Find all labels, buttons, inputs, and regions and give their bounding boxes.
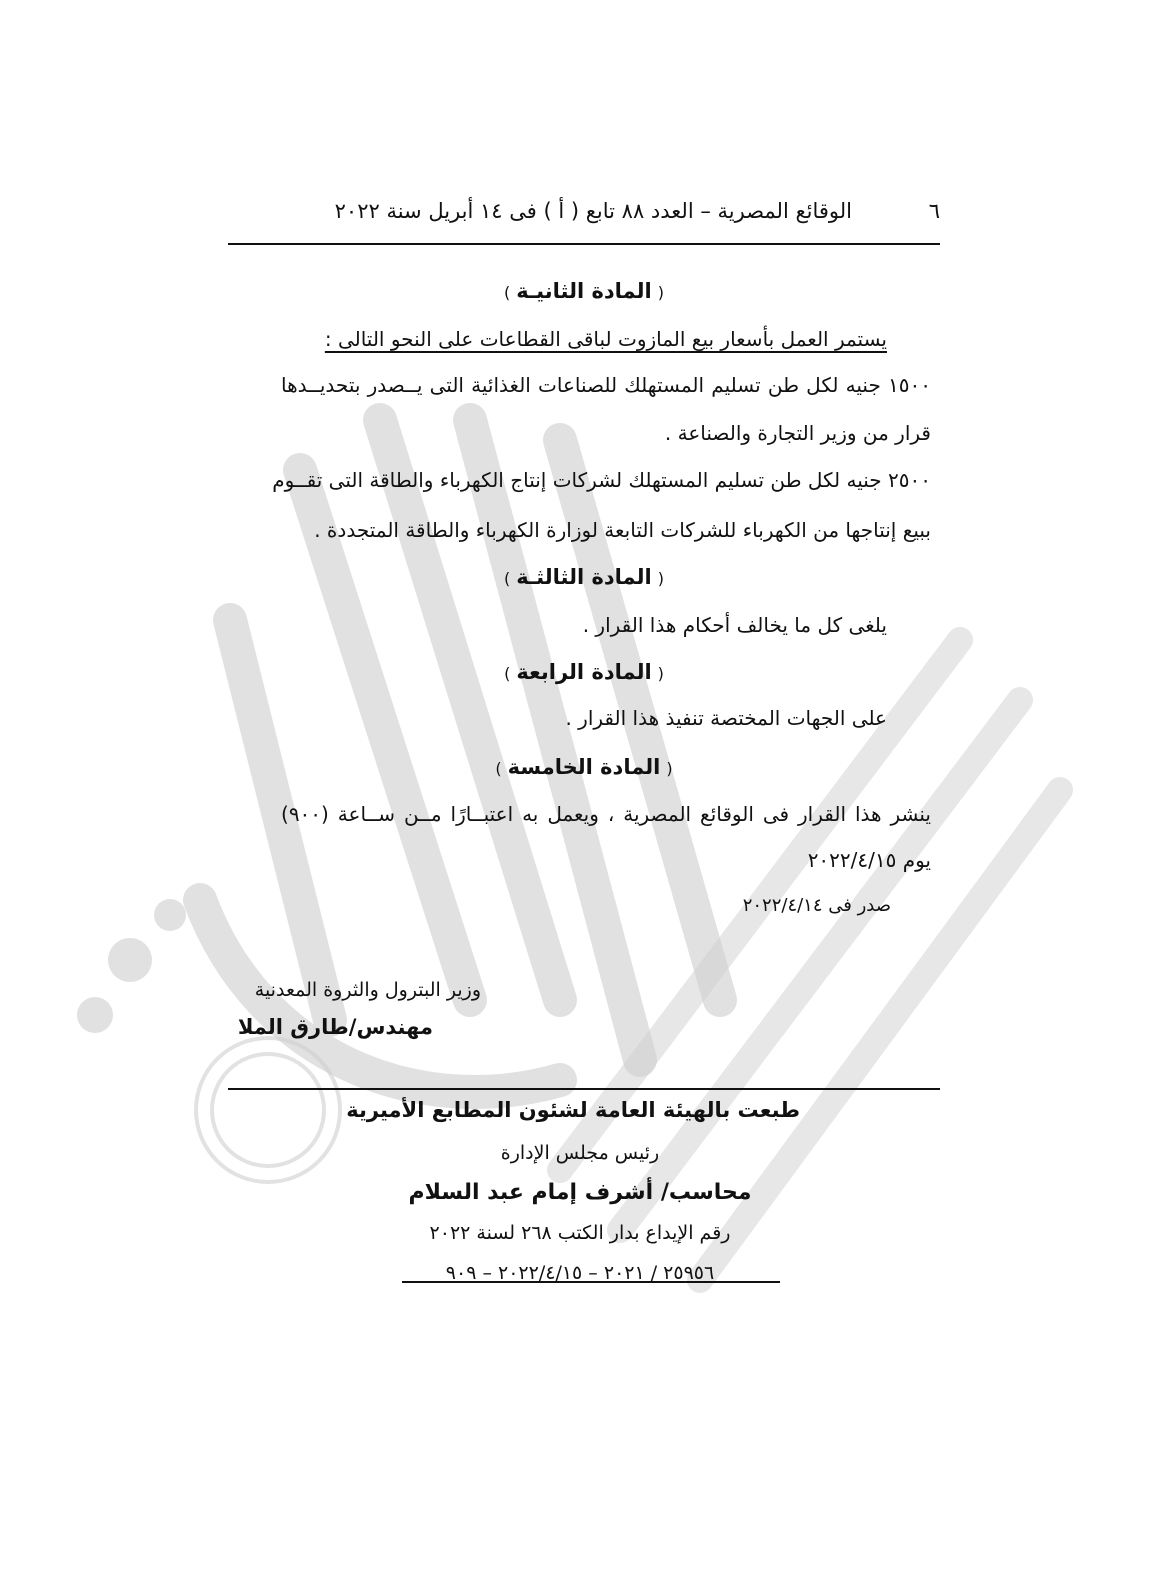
- print-code: ٢٥٩٥٦ / ٢٠٢١ – ٢٠٢٢/٤/١٥ – ٩٠٩: [445, 1262, 715, 1284]
- article-2-item1-line2: قرار من وزير التجارة والصناعة .: [664, 421, 931, 445]
- article-3-heading: (المادة الثالثـة): [504, 565, 664, 589]
- article-2-item1-line1: ١٥٠٠ جنيه لكل طن تسليم المستهلك للصناعات الغذائية التى يــصدر بتحديــدها: [281, 373, 931, 397]
- header-divider: [228, 243, 940, 245]
- printed-by: طبعت بالهيئة العامة لشئون المطابع الأميرية: [346, 1098, 800, 1122]
- running-title: الوقائع المصرية – العدد ٨٨ تابع ( أ ) فى ١٤ أبريل سنة ٢٠٢٢: [334, 199, 852, 223]
- article-5-line1: ينشر هذا القرار فى الوقائع المصرية ، ويعمل به اعتبــارًا مــن ســاعة (٩٠٠): [281, 802, 931, 826]
- article-2-intro: يستمر العمل بأسعار بيع المازوت لباقى القطاعات على النحو التالى :: [324, 327, 887, 351]
- article-2-item2-line2: ببيع إنتاجها من الكهرباء للشركات التابعة لوزارة الكهرباء والطاقة المتجددة .: [314, 518, 931, 542]
- running-header: [228, 193, 940, 229]
- minister-title: وزير البترول والثروة المعدنية: [254, 979, 481, 1001]
- minister-name: مهندس/طارق الملا: [237, 1015, 433, 1039]
- article-2-heading-text: المادة الثانيـة: [516, 279, 652, 303]
- article-5-line2: يوم ٢٠٢٢/٤/١٥: [807, 848, 931, 872]
- article-4-heading-text: المادة الرابعة: [516, 660, 652, 684]
- issued-date: صدر فى ٢٠٢٢/٤/١٤: [742, 895, 891, 916]
- chairman-name: محاسب/ أشرف إمام عبد السلام: [408, 1180, 752, 1205]
- article-4-heading: (المادة الرابعة): [504, 660, 664, 684]
- article-4-text: على الجهات المختصة تنفيذ هذا القرار .: [565, 706, 887, 730]
- article-5-heading: (المادة الخامسة): [495, 755, 673, 779]
- article-3-heading-text: المادة الثالثـة: [516, 565, 652, 589]
- article-2-heading: (المادة الثانيـة): [504, 279, 664, 303]
- chairman-title: رئيس مجلس الإدارة: [500, 1142, 660, 1164]
- article-5-heading-text: المادة الخامسة: [507, 755, 661, 779]
- article-3-text: يلغى كل ما يخالف أحكام هذا القرار .: [582, 613, 887, 637]
- footer-divider: [228, 1088, 940, 1090]
- article-2-item2-line1: ٢٥٠٠ جنيه لكل طن تسليم المستهلك لشركات إنتاج الكهرباء والطاقة التى تقــوم: [272, 468, 931, 492]
- deposit-number: رقم الإيداع بدار الكتب ٢٦٨ لسنة ٢٠٢٢: [429, 1222, 731, 1244]
- page-number: ٦: [928, 199, 940, 223]
